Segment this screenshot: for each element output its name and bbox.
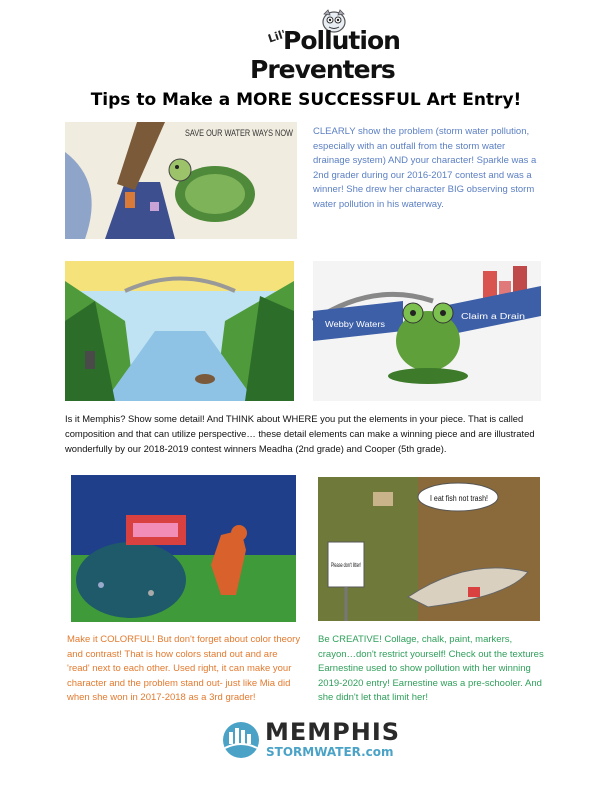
- brand-line-1: Pollution: [283, 26, 400, 55]
- tip-memphis-detail: Is it Memphis? Show some detail! And THINK about WHERE you put the elements in your piece. That is called composition and that can utilize perspective… these detail elements can make a winning piece and are illustrated wonderfully by our 2018-2019 contest winners Meadha (2nd grade) and Cooper (5th grade).: [65, 413, 535, 454]
- artwork-frog: [313, 261, 541, 401]
- memphis-stormwater-logo[interactable]: [215, 716, 400, 764]
- water-drop-icon: [221, 720, 261, 760]
- frog-banner-left: Webby Waters: [325, 320, 385, 329]
- artwork-forest-river: [65, 261, 294, 401]
- sign-text: Please don't litter!: [331, 563, 362, 569]
- tip-clearly-show-problem: CLEARLY show the problem (storm water pollution, especially with an outfall from the storm water drainage system) AND your character! Sparkle was a 2nd grader during our 2016-2017 contest and was a winner! She drew her character BIG observing storm water pollution in his waterway.: [313, 126, 537, 210]
- logo-sub-text: STORMWATER: [266, 745, 362, 759]
- artwork-turtle: [65, 122, 297, 239]
- tip-make-it-colorful: Make it COLORFUL! But don't forget about color theory and contrast! That is how colors stand out and are 'read' next to each other. Used right, it can make your character and the problem stand out- just like Mia did when she won in 2017-2018 as a 3rd grader!: [67, 634, 301, 704]
- brand-prefix: Lil': [266, 27, 288, 46]
- fish-speech: I eat fish not trash!: [430, 494, 488, 503]
- logo-sub: [266, 745, 394, 759]
- tip-be-creative: Be CREATIVE! Collage, chalk, paint, markers, crayon…don't restrict yourself! Check out the textures Earnestine used to show pollution with her winning 2019-2020 entry! Earnestine was a pre-schooler. And she didn't let that limit her!: [318, 634, 544, 704]
- logo-name: MEMPHIS: [265, 718, 401, 746]
- artwork-colorful-fox: [71, 475, 296, 622]
- frog-banner-right: Claim a Drain: [461, 312, 525, 321]
- page-title: Tips to Make a MORE SUCCESSFUL Art Entry!: [90, 90, 522, 110]
- artwork-collage-fish: [318, 477, 540, 621]
- turtle-art-caption: SAVE OUR WATER WAYS NOW: [185, 128, 294, 138]
- logo-suffix: .com: [361, 745, 394, 759]
- brand-line-2: Preventers: [250, 55, 395, 84]
